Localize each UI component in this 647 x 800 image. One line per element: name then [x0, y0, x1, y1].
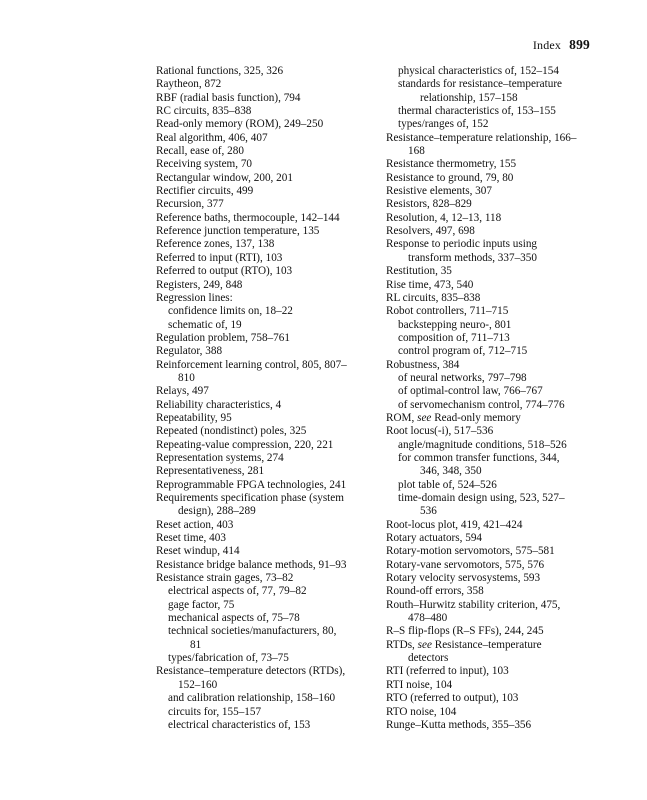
index-entry-text: RL circuits, 835–838 — [386, 291, 481, 304]
index-entry — [386, 719, 598, 732]
index-entry-text: Routh–Hurwitz stability criterion, 475, — [386, 598, 561, 611]
index-entry-text: Resistors, 828–829 — [386, 198, 472, 211]
index-entry-text: Relays, 497 — [156, 385, 209, 398]
index-entry-text: Root-locus plot, 419, 421–424 — [386, 518, 523, 531]
index-entry — [386, 65, 598, 78]
index-entry-text: Requirements specification phase (system — [156, 492, 344, 504]
index-entry-text: Rational functions, 325, 326 — [156, 65, 284, 77]
index-entry-text: RTI (referred to input), 103 — [386, 665, 509, 678]
index-entry-text: RTO noise, 104 — [386, 705, 457, 718]
index-entry-text: Rectifier circuits, 499 — [156, 185, 254, 198]
index-entry — [386, 465, 598, 478]
index-entry-text: Reliability characteristics, 4 — [156, 398, 282, 411]
page-number: 899 — [569, 37, 590, 52]
index-entry — [386, 145, 598, 158]
index-entry-text: Repeatability, 95 — [156, 411, 232, 424]
index-entry-text: ROM, — [386, 411, 418, 424]
index-entry — [156, 145, 366, 158]
index-entry-text: and calibration relationship, 158–160 — [168, 692, 336, 705]
index-entry-text: Resistance to ground, 79, 80 — [386, 171, 514, 184]
index-entry-text: Resistance–temperature relationship, 166– — [386, 131, 577, 144]
index-entry-text: Reset windup, 414 — [156, 545, 240, 558]
index-entry — [386, 452, 598, 465]
index-entry — [386, 279, 598, 292]
index-entry — [386, 625, 598, 638]
index-entry — [386, 545, 598, 558]
index-entry-text: 81 — [190, 638, 202, 651]
index-entry — [386, 332, 598, 345]
index-entry-text: 168 — [408, 145, 425, 158]
index-entry-text: schematic of, 19 — [168, 318, 242, 331]
index-entry — [156, 212, 366, 225]
index-entry-text: Representativeness, 281 — [156, 465, 265, 478]
index-entry — [156, 532, 366, 545]
index-entry — [386, 372, 598, 385]
see-reference: see — [417, 638, 432, 651]
index-entry-text: Regulation problem, 758–761 — [156, 331, 290, 344]
index-entry-text: Reinforcement learning control, 805, 807– — [156, 358, 347, 371]
index-entry — [156, 185, 366, 198]
index-entry-text: backstepping neuro-, 801 — [398, 318, 512, 331]
index-entry-text: RBF (radial basis function), 794 — [156, 91, 301, 104]
index-entry — [386, 492, 598, 505]
index-entry-text: confidence limits on, 18–22 — [168, 305, 293, 318]
index-entry-text: composition of, 711–713 — [398, 331, 510, 344]
index-entry-text: 810 — [178, 371, 195, 384]
index-entry-text: Robustness, 384 — [386, 358, 460, 371]
index-entry-text: Runge–Kutta methods, 355–356 — [386, 718, 532, 731]
index-entry — [386, 599, 598, 612]
index-entry — [156, 225, 366, 238]
index-entry — [156, 585, 366, 598]
index-entry — [386, 639, 598, 652]
index-entry-text: Rise time, 473, 540 — [386, 278, 474, 291]
index-entry — [386, 692, 598, 705]
index-entry — [386, 345, 598, 358]
index-entry — [156, 319, 366, 332]
running-header — [533, 37, 590, 53]
index-entry-text: Resistance bridge balance methods, 91–93 — [156, 558, 347, 571]
index-entry-text: RTDs, — [386, 638, 418, 651]
index-entry-text: electrical characteristics of, 153 — [168, 718, 311, 731]
index-entry-text: for common transfer functions, 344, — [398, 451, 560, 464]
index-entry-text: RTO (referred to output), 103 — [386, 692, 519, 705]
index-entry — [386, 559, 598, 572]
index-entry-text: mechanical aspects of, 75–78 — [168, 612, 300, 625]
index-entry-text: Resolution, 4, 12–13, 118 — [386, 211, 502, 224]
index-entry-text: physical characteristics of, 152–154 — [398, 65, 559, 77]
index-entry — [386, 519, 598, 532]
index-entry — [386, 425, 598, 438]
index-entry-text: Root locus(-i), 517–536 — [386, 425, 494, 438]
index-entry — [386, 212, 598, 225]
index-entry — [156, 78, 366, 91]
index-entry — [386, 252, 598, 265]
index-entry — [156, 625, 366, 638]
index-entry-text: time-domain design using, 523, 527– — [398, 492, 565, 504]
index-entry-text: Response to periodic inputs using — [386, 238, 538, 251]
index-entry-text: Reference zones, 137, 138 — [156, 238, 275, 251]
index-entry-text: Rotary actuators, 594 — [386, 532, 483, 545]
index-entry — [386, 132, 598, 145]
index-entry — [386, 572, 598, 585]
index-entry — [156, 492, 366, 505]
index-entry — [156, 452, 366, 465]
index-entry — [386, 385, 598, 398]
index-entry-text: Read-only memory (ROM), 249–250 — [156, 118, 324, 131]
index-entry-text: Recall, ease of, 280 — [156, 145, 244, 158]
index-entry — [156, 252, 366, 265]
index-entry-text: 536 — [420, 505, 437, 518]
index-entry-text: Regulator, 388 — [156, 345, 223, 358]
index-entry — [386, 172, 598, 185]
index-entry — [386, 292, 598, 305]
index-entry — [156, 132, 366, 145]
index-entry-text: gage factor, 75 — [168, 598, 235, 611]
index-entry-text: RC circuits, 835–838 — [156, 105, 252, 118]
index-entry-text: types/fabrication of, 73–75 — [168, 652, 289, 665]
index-entry — [156, 238, 366, 251]
index-entry-text: Representation systems, 274 — [156, 451, 284, 464]
index-entry — [156, 332, 366, 345]
index-entry-text: Resolvers, 497, 698 — [386, 225, 475, 238]
index-entry — [386, 679, 598, 692]
index-entry — [156, 706, 366, 719]
index-entry-text: Round-off errors, 358 — [386, 585, 484, 598]
index-entry-text: Registers, 249, 848 — [156, 278, 243, 291]
index-entry-text: of neural networks, 797–798 — [398, 371, 527, 384]
index-entry — [156, 425, 366, 438]
index-entry — [386, 399, 598, 412]
index-entry-text: Reference baths, thermocouple, 142–144 — [156, 211, 340, 224]
index-entry-text: plot table of, 524–526 — [398, 478, 497, 491]
index-entry — [386, 505, 598, 518]
index-entry — [386, 238, 598, 251]
index-entry-text: Regression lines: — [156, 291, 233, 304]
index-entry-text: Resistance thermometry, 155 — [386, 158, 517, 171]
index-entry — [386, 305, 598, 318]
index-entry-text: Reset time, 403 — [156, 532, 226, 545]
index-entry-text: Reprogrammable FPGA technologies, 241 — [156, 478, 347, 491]
index-entry — [156, 639, 366, 652]
index-entry-text: R–S flip-flops (R–S FFs), 244, 245 — [386, 625, 544, 638]
index-entry — [386, 612, 598, 625]
index-entry — [156, 172, 366, 185]
index-entry-text: Real algorithm, 406, 407 — [156, 131, 268, 144]
index-entry — [156, 345, 366, 358]
index-entry — [386, 585, 598, 598]
index-entry — [156, 465, 366, 478]
index-entry — [386, 78, 598, 91]
index-entry — [156, 279, 366, 292]
index-entry — [156, 198, 366, 211]
index-entry-text: Receiving system, 70 — [156, 158, 253, 171]
index-entry — [156, 118, 366, 131]
index-entry-text: Resistance–temperature detectors (RTDs), — [156, 665, 346, 678]
index-entry — [156, 292, 366, 305]
index-entry — [156, 519, 366, 532]
index-entry-text: Resistance strain gages, 73–82 — [156, 572, 294, 585]
index-entry — [386, 158, 598, 171]
index-entry-text: types/ranges of, 152 — [398, 118, 489, 131]
index-entry — [156, 505, 366, 518]
index-entry-text: 346, 348, 350 — [420, 465, 482, 478]
index-column-right — [386, 65, 598, 732]
index-entry-text: Robot controllers, 711–715 — [386, 305, 509, 318]
index-entry — [386, 439, 598, 452]
index-entry — [156, 572, 366, 585]
header-section-title: Index — [532, 38, 562, 52]
index-entry-text: transform methods, 337–350 — [408, 251, 537, 264]
index-entry-text: 152–160 — [178, 678, 218, 691]
index-entry — [156, 652, 366, 665]
index-entry — [386, 319, 598, 332]
index-entry-text: RTI noise, 104 — [386, 678, 453, 691]
index-entry-text: thermal characteristics of, 153–155 — [398, 105, 556, 118]
index-entry — [156, 719, 366, 732]
index-entry — [156, 359, 366, 372]
index-entry — [386, 185, 598, 198]
index-entry-text: of servomechanism control, 774–776 — [398, 398, 565, 411]
index-entry — [156, 559, 366, 572]
index-entry — [156, 692, 366, 705]
see-reference-target: Resistance–temperature — [431, 638, 542, 651]
index-entry — [156, 439, 366, 452]
index-entry — [386, 532, 598, 545]
index-entry — [156, 305, 366, 318]
index-entry — [386, 706, 598, 719]
index-entry-text: Reference junction temperature, 135 — [156, 225, 320, 238]
index-entry — [386, 118, 598, 131]
index-entry-text: Resistive elements, 307 — [386, 185, 492, 198]
index-entry-text: Restitution, 35 — [386, 265, 452, 278]
index-entry-text: Repeated (nondistinct) poles, 325 — [156, 425, 307, 438]
index-entry — [386, 359, 598, 372]
index-entry-text: Reset action, 403 — [156, 518, 234, 531]
index-entry — [386, 652, 598, 665]
index-entry — [156, 679, 366, 692]
index-entry-text: standards for resistance–temperature — [398, 78, 563, 91]
index-entry-text: Referred to output (RTO), 103 — [156, 265, 293, 278]
index-entry-text: of optimal-control law, 766–767 — [398, 385, 543, 398]
index-entry-text: technical societies/manufacturers, 80, — [168, 625, 337, 638]
index-entry-text: relationship, 157–158 — [420, 91, 518, 104]
index-entry-text: circuits for, 155–157 — [168, 705, 262, 718]
index-entry — [156, 105, 366, 118]
index-entry — [386, 92, 598, 105]
index-entry-text: control program of, 712–715 — [398, 345, 528, 358]
index-entry — [156, 265, 366, 278]
index-entry — [156, 65, 366, 78]
index-entry — [156, 92, 366, 105]
index-entry — [386, 265, 598, 278]
index-entry-text: Referred to input (RTI), 103 — [156, 251, 283, 264]
index-entry — [156, 545, 366, 558]
index-column-left — [156, 65, 366, 732]
see-reference-target: Read-only memory — [431, 411, 521, 424]
index-entry-text: Rotary-motion servomotors, 575–581 — [386, 545, 555, 558]
index-entry — [156, 158, 366, 171]
index-entry — [386, 665, 598, 678]
index-entry-text: Rotary velocity servosystems, 593 — [386, 572, 541, 585]
index-entry-text: 478–480 — [408, 612, 448, 625]
index-entry — [386, 225, 598, 238]
index-entry — [156, 599, 366, 612]
index-entry — [156, 612, 366, 625]
index-entry — [156, 372, 366, 385]
index-entry-text: angle/magnitude conditions, 518–526 — [398, 438, 567, 451]
index-entry — [386, 198, 598, 211]
see-reference: see — [417, 411, 432, 424]
index-entry-text: detectors — [408, 652, 449, 665]
index-entry-text: Rotary-vane servomotors, 575, 576 — [386, 558, 545, 571]
index-entry-text: Rectangular window, 200, 201 — [156, 171, 293, 184]
index-entry-text: electrical aspects of, 77, 79–82 — [168, 585, 307, 598]
index-entry — [156, 665, 366, 678]
index-entry — [386, 479, 598, 492]
index-entry — [156, 412, 366, 425]
index-entry-text: Recursion, 377 — [156, 198, 224, 211]
index-entry — [386, 105, 598, 118]
index-entry-text: Raytheon, 872 — [156, 78, 222, 91]
index-entry — [156, 385, 366, 398]
index-entry — [156, 399, 366, 412]
index-entry-text: design), 288–289 — [178, 505, 256, 518]
index-entry-text: Repeating-value compression, 220, 221 — [156, 438, 334, 451]
index-entry — [386, 412, 598, 425]
index-entry — [156, 479, 366, 492]
